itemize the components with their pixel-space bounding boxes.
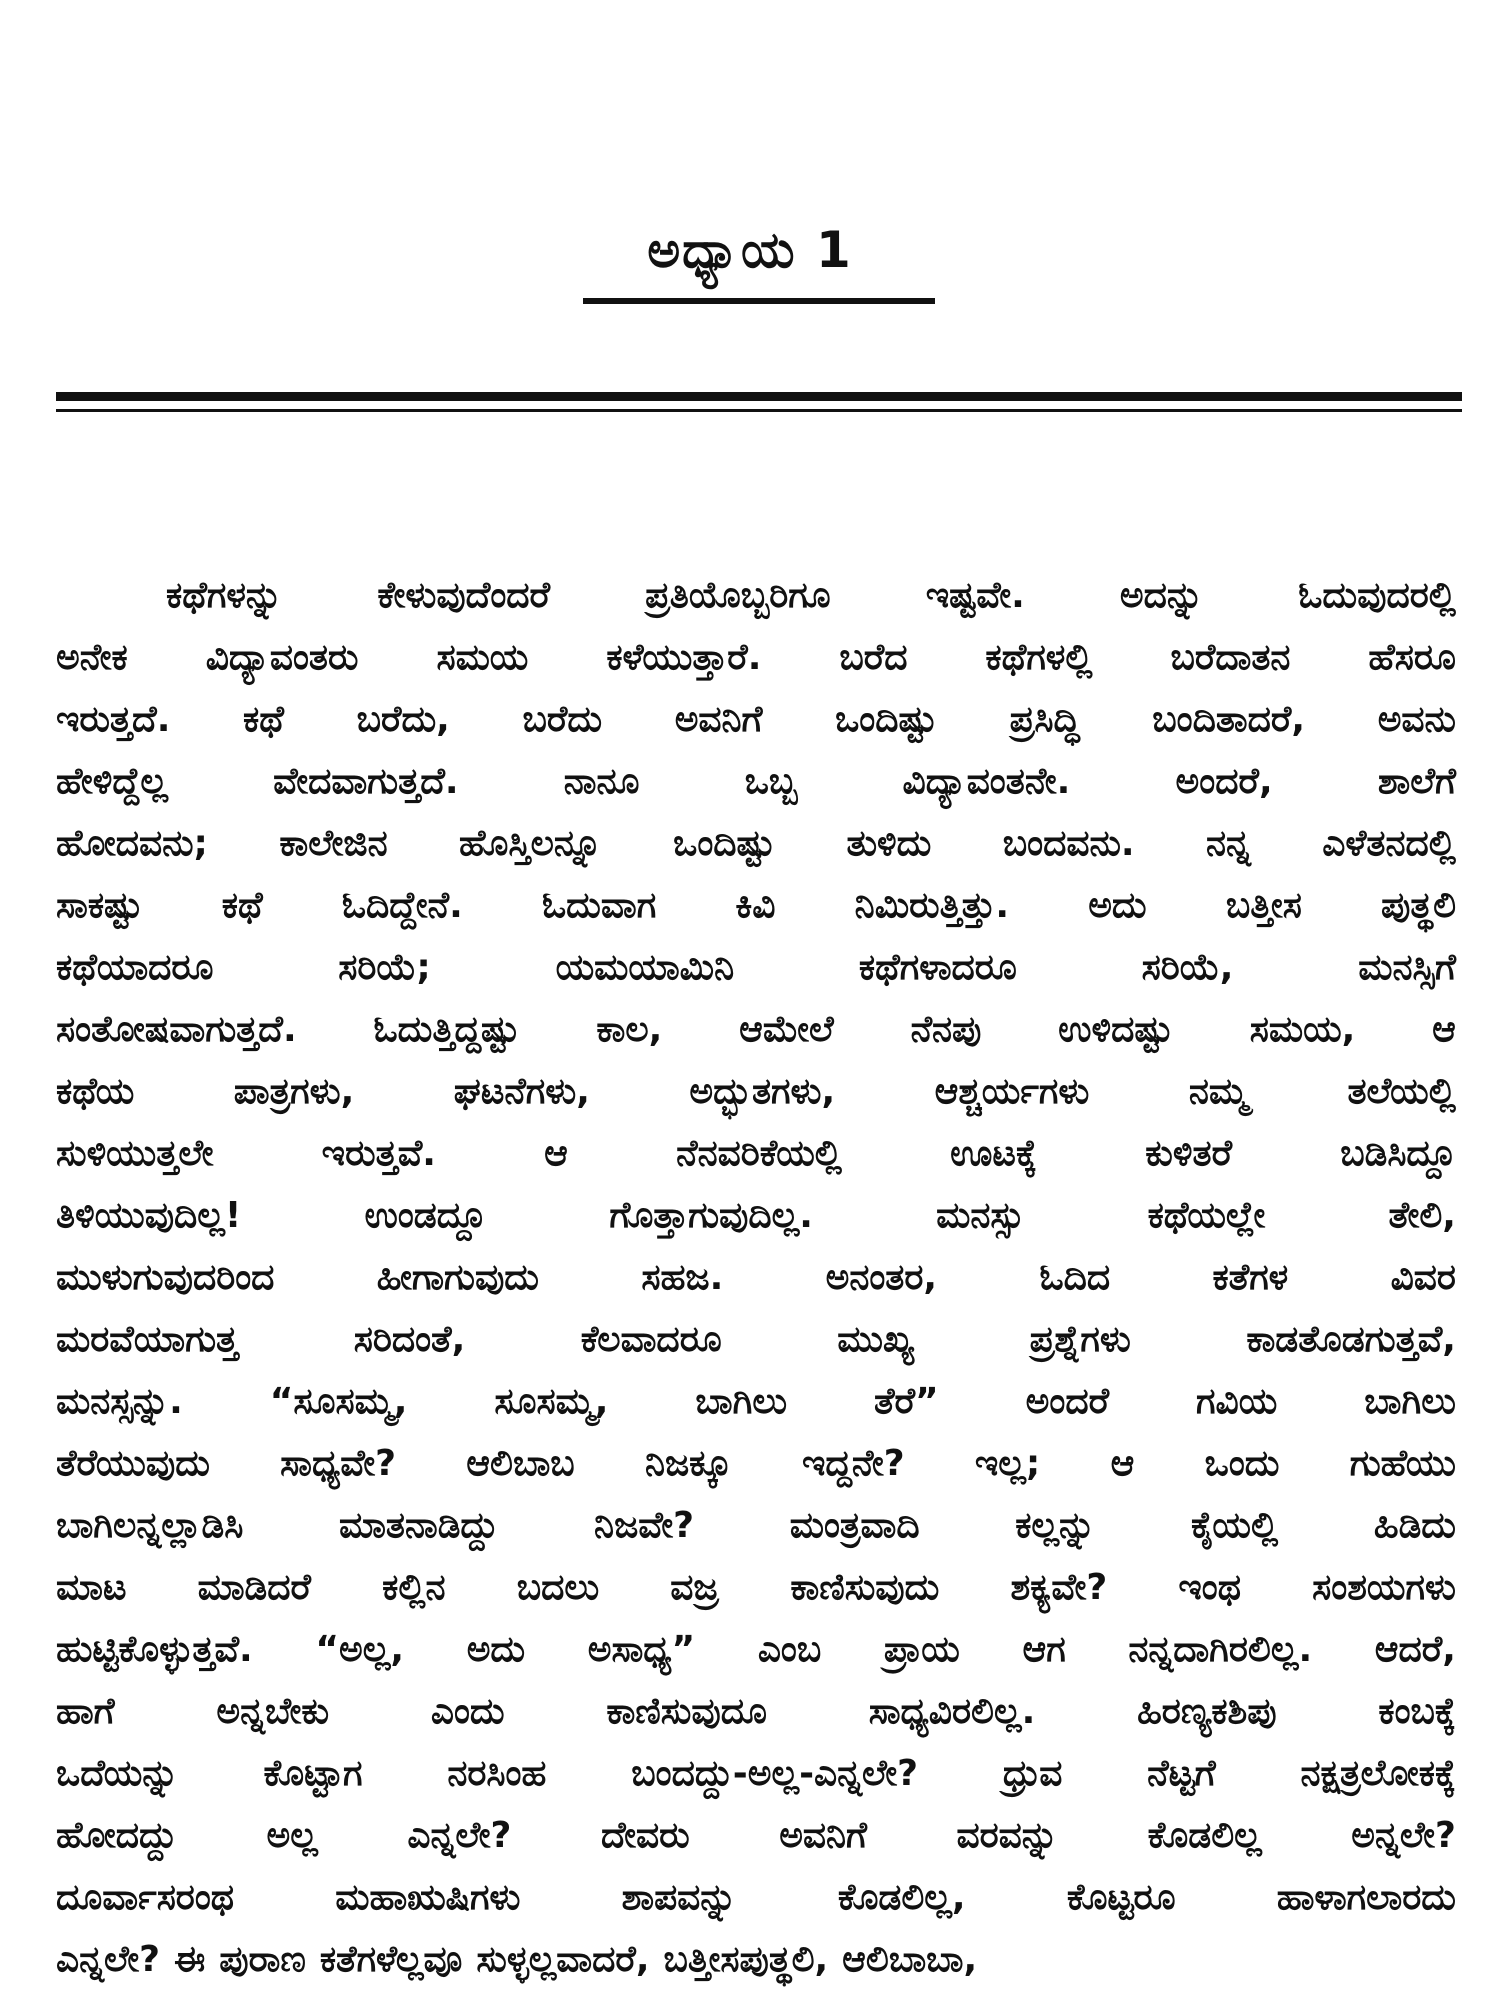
- word: ಸಮಯ: [436, 637, 529, 678]
- word: ಅದ್ಭುತಗಳು,: [689, 1071, 836, 1112]
- text-line: [56, 813, 1456, 875]
- word: ಓದಿದ: [1039, 1257, 1111, 1298]
- word: ಯಮಯಾಮಿನಿ: [555, 947, 735, 988]
- word: ಅವನಿಗೆ: [674, 699, 763, 740]
- word: ಅಸಾಧ್ಯ”: [587, 1629, 696, 1670]
- word: ಸಂತೋಷವಾಗುತ್ತದೆ.: [56, 1009, 297, 1050]
- word: ಕೊಟ್ಟಾಗ: [263, 1753, 363, 1794]
- word: ತಿಳಿಯುವುದಿಲ್ಲ!: [56, 1195, 242, 1236]
- word: ಶಕ್ಯವೇ?: [1010, 1567, 1108, 1608]
- text-line: [56, 1247, 1456, 1309]
- text-line: [56, 1743, 1456, 1805]
- text-line: [56, 937, 1456, 999]
- text-line: [56, 1805, 1456, 1867]
- word: ನಾನೂ: [563, 761, 640, 802]
- word: ಆಮೇಲೆ: [739, 1009, 834, 1050]
- word: ಅದು: [466, 1629, 526, 1670]
- word: ಬರೆದು: [522, 699, 603, 740]
- word: ಆಗ: [1022, 1629, 1066, 1670]
- word: ಸಾಧ್ಯವಿರಲಿಲ್ಲ.: [868, 1691, 1036, 1732]
- word: ನಕ್ಷತ್ರಲೋಕಕ್ಕೆ: [1300, 1753, 1456, 1794]
- word: ಸಂಶಯಗಳು: [1312, 1567, 1456, 1608]
- word: ಹೇಳಿದ್ದೆಲ್ಲ: [56, 761, 168, 802]
- word: ನಿಜಕ್ಕೂ: [644, 1443, 732, 1484]
- word: ಊಟಕ್ಕೆ: [950, 1133, 1038, 1174]
- word: ಮಾತನಾಡಿದ್ದು: [338, 1505, 499, 1546]
- word: ಕೊಟ್ಟರೂ: [1066, 1877, 1176, 1918]
- word: ಕೇಳುವುದೆಂದರೆ: [377, 575, 551, 616]
- word: ನನ್ನದಾಗಿರಲಿಲ್ಲ.: [1128, 1629, 1313, 1670]
- word: ಹುಟ್ಟಿಕೊಳ್ಳುತ್ತವೆ.: [56, 1629, 253, 1670]
- word: ವಿವರ: [1390, 1257, 1456, 1298]
- word: ಅಲ್ಲ: [266, 1815, 318, 1856]
- word: ಒಂದಿಷ್ಟು: [673, 823, 776, 864]
- word: ಇಷ್ಟವೇ.: [925, 575, 1025, 616]
- word: ಆದರೆ,: [1374, 1629, 1456, 1670]
- word: ಹೊಸ್ತಿಲನ್ನೂ: [459, 823, 602, 864]
- word: ನನ್ನ: [1205, 823, 1251, 864]
- word: ಮನಸ್ಸು: [936, 1195, 1025, 1236]
- word: ಒದೆಯನ್ನು: [56, 1753, 179, 1794]
- word: ಕಥೆಯ: [56, 1071, 135, 1112]
- word: ಹಿರಣ್ಯಕಶಿಪು: [1137, 1691, 1277, 1732]
- word: ಕಥೆಗಳನ್ನು: [166, 575, 283, 616]
- word: ತುಳಿದು: [846, 823, 932, 864]
- word: ತೇಲಿ,: [1388, 1195, 1456, 1236]
- word: ಮನಸ್ಸನ್ನು.: [56, 1381, 183, 1422]
- word: ಧ್ರುವ: [1002, 1753, 1063, 1794]
- text-line: [56, 999, 1456, 1061]
- word: ಓದುವಾಗ: [541, 885, 657, 926]
- text-line: [56, 1867, 1456, 1929]
- word: ಅದನ್ನು: [1119, 575, 1204, 616]
- text-line: [56, 1185, 1456, 1247]
- word: ಅದು: [1088, 885, 1147, 926]
- word: ಹಿಡಿದು: [1373, 1505, 1456, 1546]
- word: ನಿಮಿರುತ್ತಿತ್ತು.: [854, 885, 1009, 926]
- word: ಕಥೆಗಳಲ್ಲಿ: [985, 637, 1093, 678]
- word: ಕಲ್ಲಿನ: [382, 1567, 446, 1608]
- word: ಹಾಳಾಗಲಾರದು: [1276, 1877, 1456, 1918]
- text-line: [56, 627, 1456, 689]
- word: ಅನ್ನಲೇ?: [1351, 1815, 1456, 1856]
- word: ಬಂದದ್ದು-ಅಲ್ಲ-ಎನ್ನಲೇ?: [631, 1753, 919, 1794]
- word: ಒಂದಿಷ್ಟು: [835, 699, 938, 740]
- text-line: [56, 1557, 1456, 1619]
- word: ನರಸಿಂಹ: [447, 1753, 547, 1794]
- word: ದೂರ್ವಾಸರಂಥ: [56, 1877, 235, 1918]
- word: ಹೀಗಾಗುವುದು: [376, 1257, 540, 1298]
- word: ಗುಹೆಯು: [1349, 1443, 1456, 1484]
- word: ವರವನ್ನು: [956, 1815, 1059, 1856]
- word: ಕತೆಗಳ: [1212, 1257, 1289, 1298]
- word: ಬಂದವನು.: [1002, 823, 1135, 864]
- word: ಕಾಣಿಸುವುದೂ: [606, 1691, 767, 1732]
- word: ನೆನವರಿಕೆಯಲ್ಲಿ: [676, 1133, 842, 1174]
- word: ಬರೆದು,: [356, 699, 450, 740]
- word: ಎನ್ನಲೇ?: [56, 1939, 161, 1980]
- word: ಒಂದು: [1204, 1443, 1280, 1484]
- word: ಸರಿಯೆ;: [338, 947, 431, 988]
- word: ಎಂಬ: [757, 1629, 822, 1670]
- word: ಹೋದದ್ದು: [56, 1815, 177, 1856]
- word: “ಅಲ್ಲ,: [315, 1629, 405, 1670]
- word: ಓದಿದ್ದೇನೆ.: [341, 885, 463, 926]
- word: ಆ: [1110, 1443, 1135, 1484]
- word: ಸುಳಿಯುತ್ತಲೇ: [56, 1133, 214, 1174]
- word: ಅಂದರೆ: [1025, 1381, 1110, 1422]
- text-line: [56, 1371, 1456, 1433]
- word: ಕಥೆಯಾದರೂ: [56, 947, 214, 988]
- word: ಮುಖ್ಯ: [837, 1319, 915, 1360]
- word: ಕುಳಿತರೆ: [1145, 1133, 1233, 1174]
- text-line: [56, 1681, 1456, 1743]
- word: ಕಿವಿ: [735, 885, 776, 926]
- word: ಸೂಸಮ್ಮ,: [494, 1381, 609, 1422]
- word: ಶಾಪವನ್ನು: [621, 1877, 737, 1918]
- text-line: [56, 689, 1456, 751]
- word: ಉಳಿದಷ್ಟು: [1058, 1009, 1173, 1050]
- text-line: [56, 1929, 1456, 1991]
- word: ಮಾಡಿದರೆ: [197, 1567, 311, 1608]
- word: ಕೊಡಲಿಲ್ಲ,: [837, 1877, 966, 1918]
- word: ಸಾಧ್ಯವೇ?: [280, 1443, 397, 1484]
- chapter-title: ಅಧ್ಯಾಯ 1: [647, 221, 853, 279]
- word: ಅನ್ನಬೇಕು: [216, 1691, 330, 1732]
- word: ವೇದವಾಗುತ್ತದೆ.: [273, 761, 459, 802]
- chapter-title-underline: [583, 298, 935, 304]
- word: ಕಾಲೇಜಿನ: [279, 823, 388, 864]
- word: ಕೈಯಲ್ಲಿ: [1191, 1505, 1279, 1546]
- word: ಪುತ್ಥಲಿ: [1381, 885, 1456, 926]
- word: ಸರಿದಂತೆ,: [353, 1319, 466, 1360]
- word: ವಿದ್ಯಾವಂತನೇ.: [902, 761, 1071, 802]
- word: ಮಹಾಋಷಿಗಳು: [335, 1877, 521, 1918]
- word: ಬಂದಿತಾದರೆ,: [1152, 699, 1306, 740]
- word: ಇಲ್ಲ;: [974, 1443, 1041, 1484]
- word: ಉಂಡದ್ದೂ: [364, 1195, 487, 1236]
- word: ಕಾಣಿಸುವುದು: [790, 1567, 940, 1608]
- word: ತೆರೆಯುವುದು: [56, 1443, 210, 1484]
- word: ಬದಲು: [516, 1567, 600, 1608]
- word: ನೆನಪು: [910, 1009, 982, 1050]
- word: ಅನಂತರ,: [825, 1257, 938, 1298]
- text-line: [56, 1433, 1456, 1495]
- word: ಆಶ್ಚರ್ಯಗಳು: [934, 1071, 1090, 1112]
- text-line: [56, 1123, 1456, 1185]
- text-line: [56, 1309, 1456, 1371]
- word: ಘಟನೆಗಳು,: [453, 1071, 590, 1112]
- word: ಆ: [544, 1133, 568, 1174]
- word: ವಜ್ರ: [670, 1567, 720, 1608]
- word: ಬಾಗಿಲು: [695, 1381, 788, 1422]
- word: ಎನ್ನಲೇ?: [407, 1815, 512, 1856]
- text-line: [56, 565, 1456, 627]
- word: ಇದ್ದನೇ?: [802, 1443, 905, 1484]
- word: ಎಳೆತನದಲ್ಲಿ: [1322, 823, 1456, 864]
- word: ಕಥೆಗಳಾದರೂ: [858, 947, 1017, 988]
- word: ಮುಳುಗುವುದರಿಂದ: [56, 1257, 275, 1298]
- word: ಬಾಗಿಲು: [1364, 1381, 1456, 1422]
- word: ಪ್ರಶ್ನೆಗಳು: [1029, 1319, 1131, 1360]
- word: ಕಳೆಯುತ್ತಾರೆ.: [606, 637, 762, 678]
- word: ಹೋದವನು;: [56, 823, 208, 864]
- text-line: [56, 1619, 1456, 1681]
- word: ಪ್ರಸಿದ್ಧಿ: [1009, 699, 1080, 740]
- word: ಮಾಟ: [56, 1567, 127, 1608]
- word: ಮರವೆಯಾಗುತ್ತ: [56, 1319, 239, 1360]
- word: ಆಲಿಬಾಬ: [466, 1443, 575, 1484]
- word: “ಸೂಸಮ್ಮ,: [269, 1381, 408, 1422]
- text-line: [56, 1061, 1456, 1123]
- word: ಪಾತ್ರಗಳು,: [233, 1071, 355, 1112]
- word: ಬರೆದಾತನ: [1170, 637, 1291, 678]
- word: ತೆರೆ”: [874, 1381, 939, 1422]
- word: ಪುರಾಣ: [219, 1939, 306, 1980]
- word: ಈ: [174, 1939, 206, 1980]
- word: ಕತೆಗಳೆಲ್ಲವೂ: [319, 1939, 463, 1980]
- word: ಬರೆದ: [839, 637, 908, 678]
- word: ಆ: [1432, 1009, 1456, 1050]
- word: ಸರಿಯೆ,: [1141, 947, 1234, 988]
- word: ಅನೇಕ: [56, 637, 128, 678]
- word: ಕಾಲ,: [596, 1009, 663, 1050]
- word: ಹೆಸರೂ: [1368, 637, 1456, 678]
- word: ಮನಸ್ಸಿಗೆ: [1358, 947, 1456, 988]
- word: ಹಾಗೆ: [56, 1691, 115, 1732]
- word: ಪ್ರಾಯ: [883, 1629, 960, 1670]
- word: ಆಲಿಬಾಬಾ,: [842, 1939, 978, 1980]
- word: ಕಾಡತೊಡಗುತ್ತವೆ,: [1246, 1319, 1456, 1360]
- word: ಇರುತ್ತದೆ.: [56, 699, 171, 740]
- word: ಸಾಕಷ್ಟು: [56, 885, 143, 926]
- word: ಬಾಗಿಲನ್ನಲ್ಲಾಡಿಸಿ: [56, 1505, 244, 1546]
- word: ಕಥೆ: [243, 699, 284, 740]
- word: ಓದುತ್ತಿದ್ದಷ್ಟು: [373, 1009, 520, 1050]
- word: ಕಥೆಯಲ್ಲೇ: [1147, 1195, 1266, 1236]
- word: ಬತ್ತೀಸಪುತ್ಥಲಿ,: [663, 1939, 829, 1980]
- body-paragraph: [56, 565, 1456, 1991]
- word: ಕಥೆ: [221, 885, 263, 926]
- word: ಶಾಲೆಗೆ: [1377, 761, 1456, 802]
- word: ವಿದ್ಯಾವಂತರು: [205, 637, 359, 678]
- word: ಸಮಯ,: [1249, 1009, 1356, 1050]
- word: ಕಲ್ಲನ್ನು: [1015, 1505, 1096, 1546]
- word: ಬಡಿಸಿದ್ದೂ: [1340, 1133, 1456, 1174]
- word: ಸಹಜ.: [641, 1257, 724, 1298]
- word: ದೇವರು: [600, 1815, 690, 1856]
- word: ಗವಿಯ: [1196, 1381, 1278, 1422]
- word: ನೆಟ್ಟಗೆ: [1147, 1753, 1216, 1794]
- word: ಗೊತ್ತಾಗುವುದಿಲ್ಲ.: [609, 1195, 813, 1236]
- word: ತಲೆಯಲ್ಲಿ: [1347, 1071, 1456, 1112]
- word: ಬತ್ತೀಸ: [1225, 885, 1302, 926]
- text-line: [56, 875, 1456, 937]
- word: ಅಂದರೆ,: [1175, 761, 1273, 802]
- header-rule-thick: [56, 392, 1462, 401]
- word: ಮಂತ್ರವಾದಿ: [789, 1505, 920, 1546]
- text-line: [56, 1495, 1456, 1557]
- word: ಅವನಿಗೆ: [779, 1815, 867, 1856]
- word: ಇರುತ್ತವೆ.: [321, 1133, 436, 1174]
- word: ನಮ್ಮ: [1188, 1071, 1248, 1112]
- word: ಅವನು: [1377, 699, 1456, 740]
- word: ಪ್ರತಿಯೊಬ್ಬರಿಗೂ: [645, 575, 831, 616]
- word: ಎಂದು: [430, 1691, 505, 1732]
- word: ಓದುವುದರಲ್ಲಿ: [1298, 575, 1456, 616]
- word: ಒಬ್ಬ: [744, 761, 798, 802]
- word: ಕೊಡಲಿಲ್ಲ: [1147, 1815, 1262, 1856]
- header-rule-thin: [56, 409, 1462, 412]
- word: ಕೆಲವಾದರೂ: [580, 1319, 722, 1360]
- word: ಸುಳ್ಳಲ್ಲವಾದರೆ,: [476, 1939, 650, 1980]
- text-line: [56, 751, 1456, 813]
- word: ಇಂಥ: [1178, 1567, 1241, 1608]
- word: ಕಂಬಕ್ಕೆ: [1378, 1691, 1456, 1732]
- word: ನಿಜವೇ?: [594, 1505, 695, 1546]
